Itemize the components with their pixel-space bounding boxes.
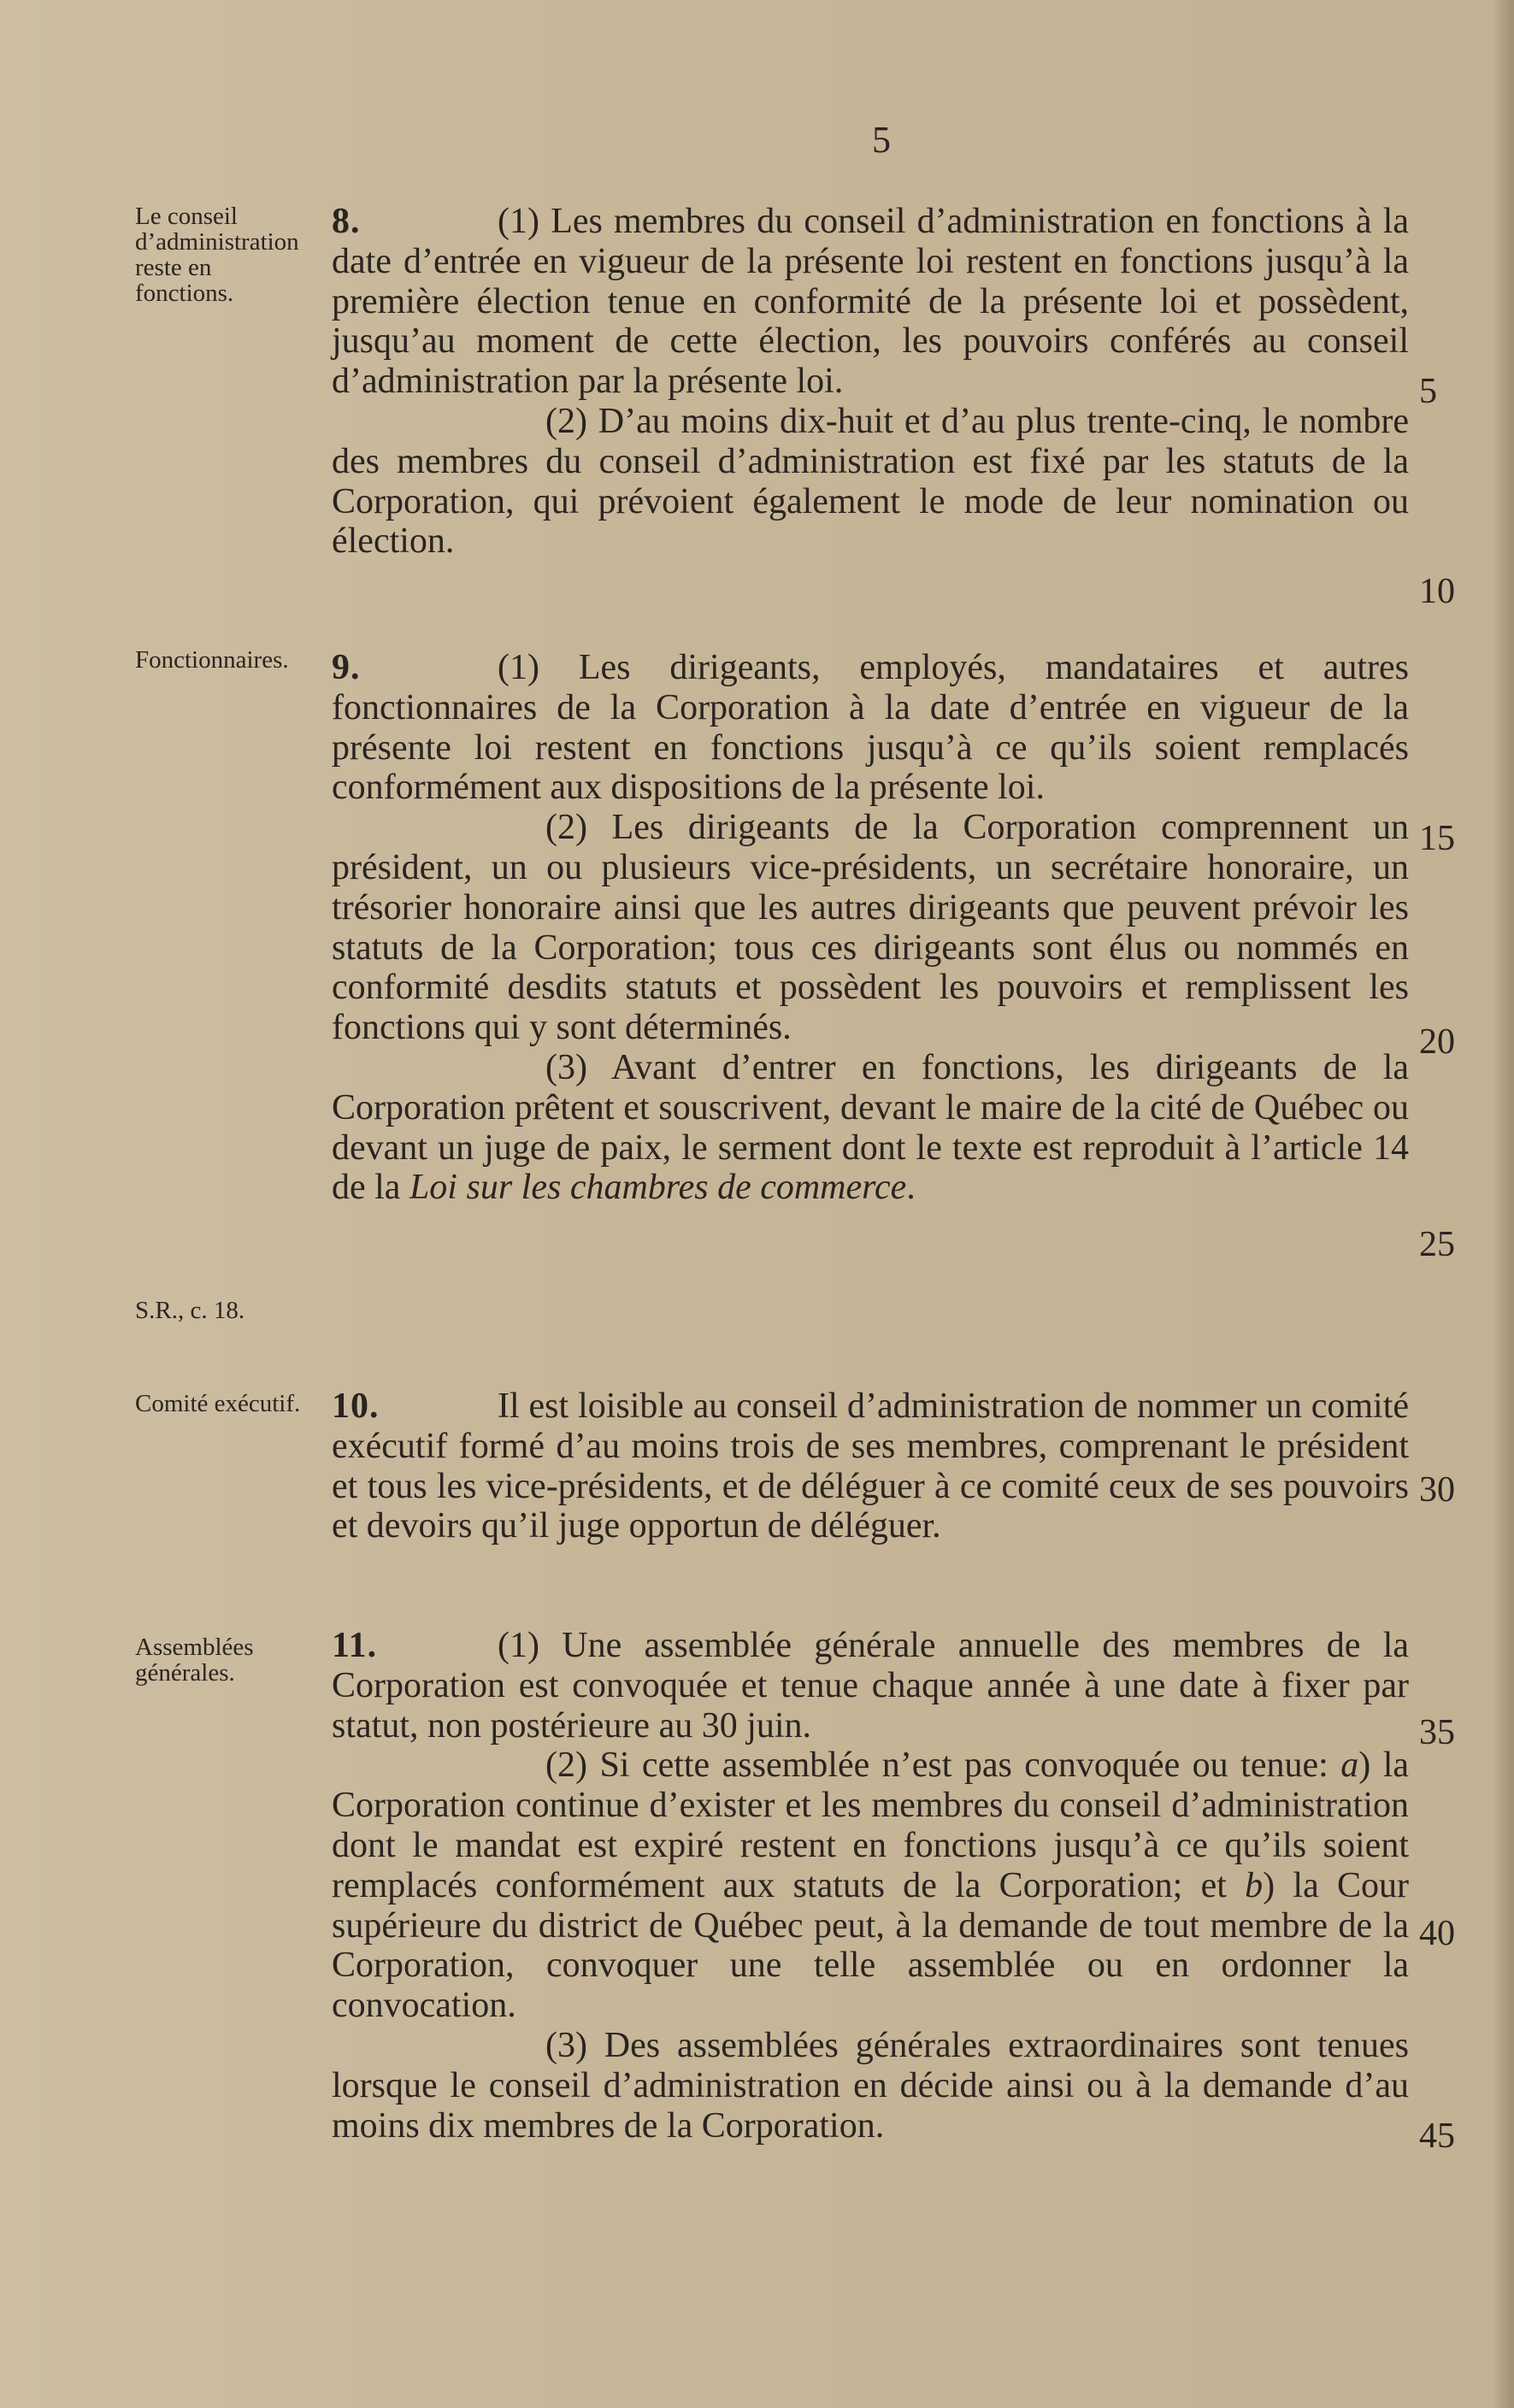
section-9-paragraph-2: (2) Les dirigeants de la Corporation comprennent un président, un ou plusieurs vice-présidents, un secrétaire honoraire, un trésorier honoraire ainsi que les autres dirigeants que peuvent prévoir les statuts de la Corporation; tous ces dirigeants sont élus ou nommés en conformité desdits statuts et possèdent les pouvoirs et remplissent les fonctions qui y sont déterminés.	[332, 808, 1409, 1048]
section-11-paragraph-2-part-b: ) la Corporation continue d’exister et les membres du conseil d’administration dont le mandat est expiré restent en fonctions jusqu’à ce qu’ils soient remplacés conformément aux statuts de la Corporation; et	[332, 1746, 1410, 1905]
section-11-item-a-letter: a	[1340, 1746, 1359, 1786]
section-9-paragraph-3	[332, 1048, 1409, 1208]
line-number: 30	[1419, 1470, 1455, 1510]
section-8	[332, 202, 1409, 562]
section-9-paragraph-1-text: (1) Les dirigeants, employés, mandataires et autres fonctionnaires de la Corporation à la date d’entrée en vigueur de la présente loi restent en fonctions jusqu’à ce qu’ils soient remplacés conformément aux dispositions de la présente loi.	[332, 648, 1409, 808]
margin-note-section-10: Comité exécutif.	[135, 1390, 301, 1417]
section-8-number: 8.	[332, 202, 361, 241]
section-10-paragraph-1	[332, 1387, 1409, 1546]
section-10	[332, 1387, 1409, 1546]
section-11-paragraph-3: (3) Des assemblées générales extraordinaires sont tenues lorsque le conseil d’administration en décide ainsi ou à la demande d’au moins dix membres de la Corporation.	[332, 2025, 1409, 2146]
line-number: 45	[1419, 2117, 1455, 2156]
section-11-paragraph-2-part-a: (2) Si cette assemblée n’est pas convoquée ou tenue:	[545, 1746, 1341, 1786]
section-11-paragraph-2	[332, 1746, 1409, 2026]
section-10-paragraph-1-text: Il est loisible au conseil d’administration de nommer un comité exécutif formé d’au moins trois de ses membres, comprenant le président et tous les vice-présidents, et de déléguer à ce comité ceux de ses pouvoirs et devoirs qu’il juge opportun de déléguer.	[332, 1387, 1409, 1546]
margin-note-section-8: Le conseil d’administration reste en fonctions.	[135, 203, 299, 307]
section-10-number: 10.	[332, 1387, 380, 1426]
page-number: 5	[872, 119, 891, 161]
line-number: 10	[1419, 572, 1455, 611]
margin-note-section-11: Assemblées générales.	[135, 1634, 254, 1687]
section-8-paragraph-2: (2) D’au moins dix-huit et d’au plus trente-cinq, le nombre des membres du conseil d’administration est fixé par les statuts de la Corporation, qui prévoient également le mode de leur nomination ou élection.	[332, 401, 1409, 562]
section-8-paragraph-1	[332, 202, 1409, 402]
line-number: 40	[1419, 1914, 1455, 1953]
line-number: 5	[1419, 372, 1437, 411]
section-11-paragraph-2-part-c: ) la Cour supérieure du district de Québec peut, à la demande de tout membre de la Corporation, convoquer une telle assemblée ou en ordonner la convocation.	[332, 1865, 1409, 2026]
line-number: 35	[1419, 1713, 1455, 1752]
section-11-paragraph-1-text: (1) Une assemblée générale annuelle des membres de la Corporation est convoquée et tenue chaque année à une date à fixer par statut, non postérieure au 30 juin.	[332, 1626, 1409, 1746]
section-11-paragraph-1	[332, 1626, 1409, 1746]
section-11-number: 11.	[332, 1626, 378, 1665]
section-9-number: 9.	[332, 648, 361, 687]
section-9-paragraph-3-text: (3) Avant d’entrer en fonctions, les dirigeants de la Corporation prêtent et souscrivent, devant le maire de la cité de Québec ou devant un juge de paix, le serment dont le texte est reproduit à l’article 14 de la	[332, 1047, 1409, 1208]
section-9	[332, 648, 1409, 1208]
line-number: 20	[1419, 1022, 1455, 1062]
section-9-paragraph-3-end: .	[906, 1168, 916, 1208]
section-11-item-b-letter: b	[1245, 1865, 1264, 1905]
margin-note-section-9-reference: S.R., c. 18.	[135, 1297, 245, 1324]
line-number: 15	[1419, 819, 1455, 858]
section-9-paragraph-1	[332, 648, 1409, 808]
section-11	[332, 1626, 1409, 2146]
section-8-paragraph-1-text: (1) Les membres du conseil d’administration en fonctions à la date d’entrée en vigueur de la présente loi restent en fonctions jusqu’à la première élection tenue en conformité de la présente loi et possèdent, jusqu’au moment de cette élection, les pouvoirs conférés au conseil d’administration par la présente loi.	[332, 202, 1409, 402]
margin-note-section-9: Fonctionnaires.	[135, 646, 289, 674]
section-9-act-title: Loi sur les chambres de commerce	[409, 1168, 907, 1208]
line-number: 25	[1419, 1225, 1455, 1264]
